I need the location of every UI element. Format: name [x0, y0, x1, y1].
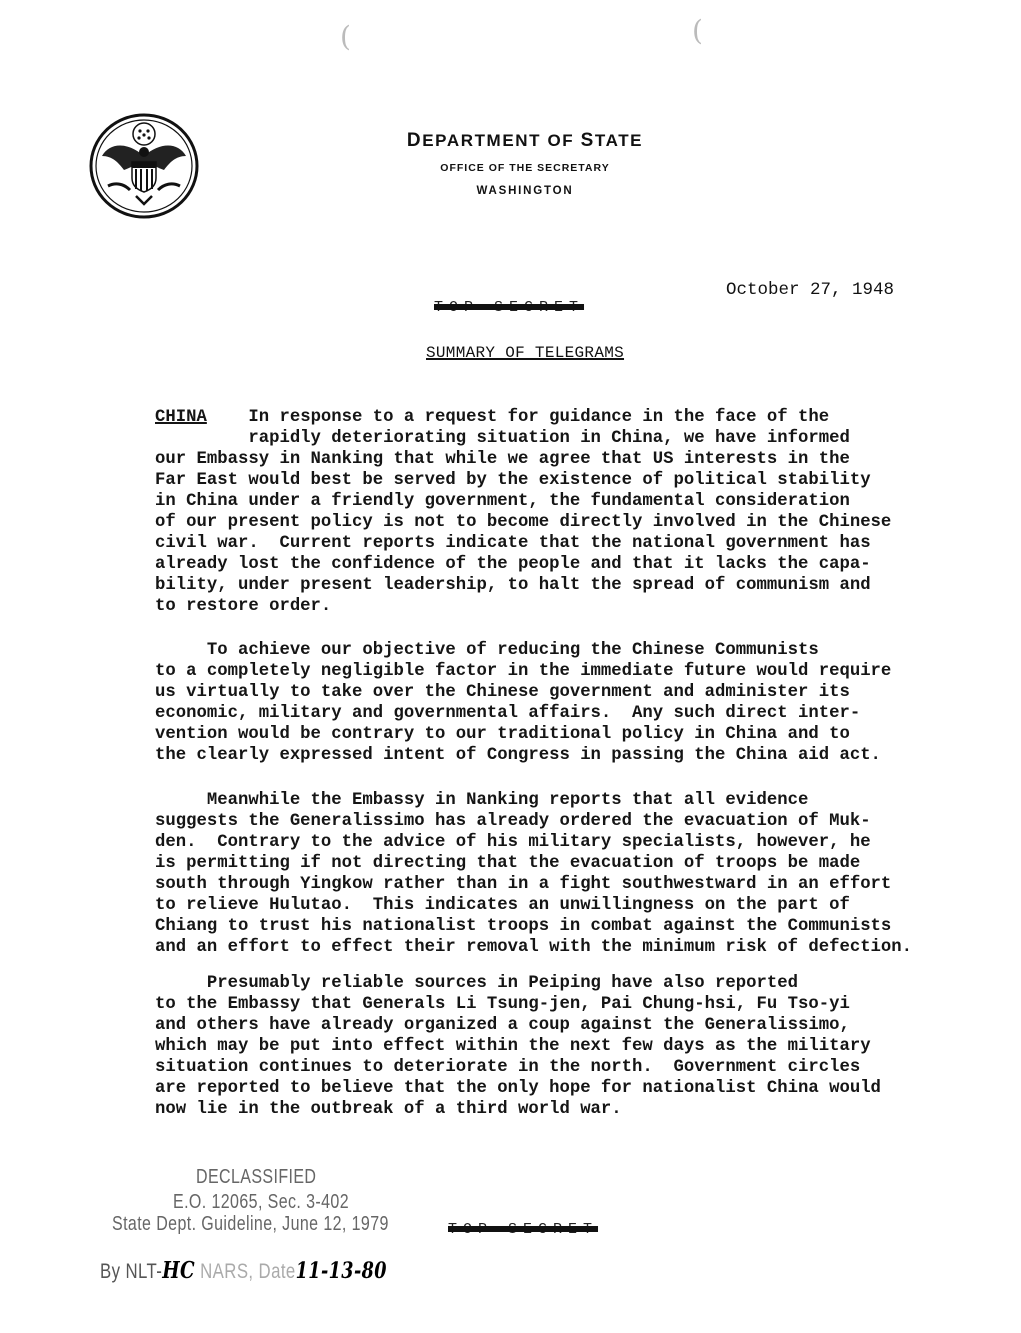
document-title: SUMMARY OF TELEGRAMS: [426, 344, 625, 362]
scan-mark: (: [692, 14, 703, 47]
classification-marking-top: TOP SECRET: [434, 299, 585, 316]
declassified-stamp-title: DECLASSIFIED: [196, 1166, 317, 1188]
section-heading-china: CHINA: [155, 408, 207, 427]
handwritten-date: 11-13-80: [295, 1258, 387, 1284]
paragraph-2: To achieve our objective of reducing the Chinese Communists to a completely negligible factor in the immediate future would require us virtually to take over the Chinese government and administer its economic, military and governmental affairs. Any such direct inter- vention would be contrary to our traditional policy in China and to the clearly expressed intent of Congress in passing the China aid act.: [155, 641, 892, 765]
paragraph-1-body: rapidly deteriorating situation in China, we have informed our Embassy in Nanking that while we agree that US interests in the Far East would best be served by the existence of political stability in China under a friendly government, the fundamental consideration of our present policy is not to become directly involved in the Chinese civil war. Current reports indicate that the national government has already lost the confidence of the people and that it lacks the capa- bility, under present leadership, to halt the spread of communism and to restore order.: [155, 429, 892, 616]
letterhead-city: WASHINGTON: [476, 185, 574, 197]
document-date: October 27, 1948: [726, 280, 895, 300]
letterhead-office: OFFICE OF THE SECRETARY: [440, 162, 610, 174]
paragraph-1-lead: In response to a request for guidance in the face of the: [248, 408, 830, 427]
scan-mark: (: [340, 20, 351, 53]
declassified-stamp-authority: E.O. 12065, Sec. 3-402: [173, 1191, 350, 1213]
declassified-stamp-guideline: State Dept. Guideline, June 12, 1979: [112, 1213, 389, 1235]
handwritten-initials: HC: [162, 1257, 196, 1284]
paragraph-1: [155, 407, 935, 617]
paragraph-3: Meanwhile the Embassy in Nanking reports that all evidence suggests the Generalissimo has already ordered the evacuation of Muk- den. Contrary to the advice of his military specialists, however, he is permitting if not directing that the evacuation of troops be made south through Yingkow rather than in a fight southwestward in an effort to relieve Hulutao. This indicates an unwillingness on the part of Chiang to trust his nationalist troops in combat against the Communists and an effort to effect their removal with the minimum risk of defection.: [155, 791, 913, 957]
paragraph-4: Presumably reliable sources in Peiping have also reported to the Embassy that Generals Li Tsung-jen, Pai Chung-hsi, Fu Tso-yi and others have already organized a coup against the Generalissimo, which may be put into effect within the next few days as the military situation continues to deteriorate in the north. Government circles are reported to believe that the only hope for nationalist China would now lie in the outbreak of a third world war.: [155, 974, 881, 1119]
classification-marking-bottom: TOP SECRET: [448, 1221, 599, 1238]
letterhead-department: DEPARTMENT OF STATE: [406, 130, 644, 151]
great-seal-icon: [88, 112, 200, 220]
declassified-stamp-signoff: By NLT-HC NARS, Date11-13-80: [100, 1257, 387, 1284]
